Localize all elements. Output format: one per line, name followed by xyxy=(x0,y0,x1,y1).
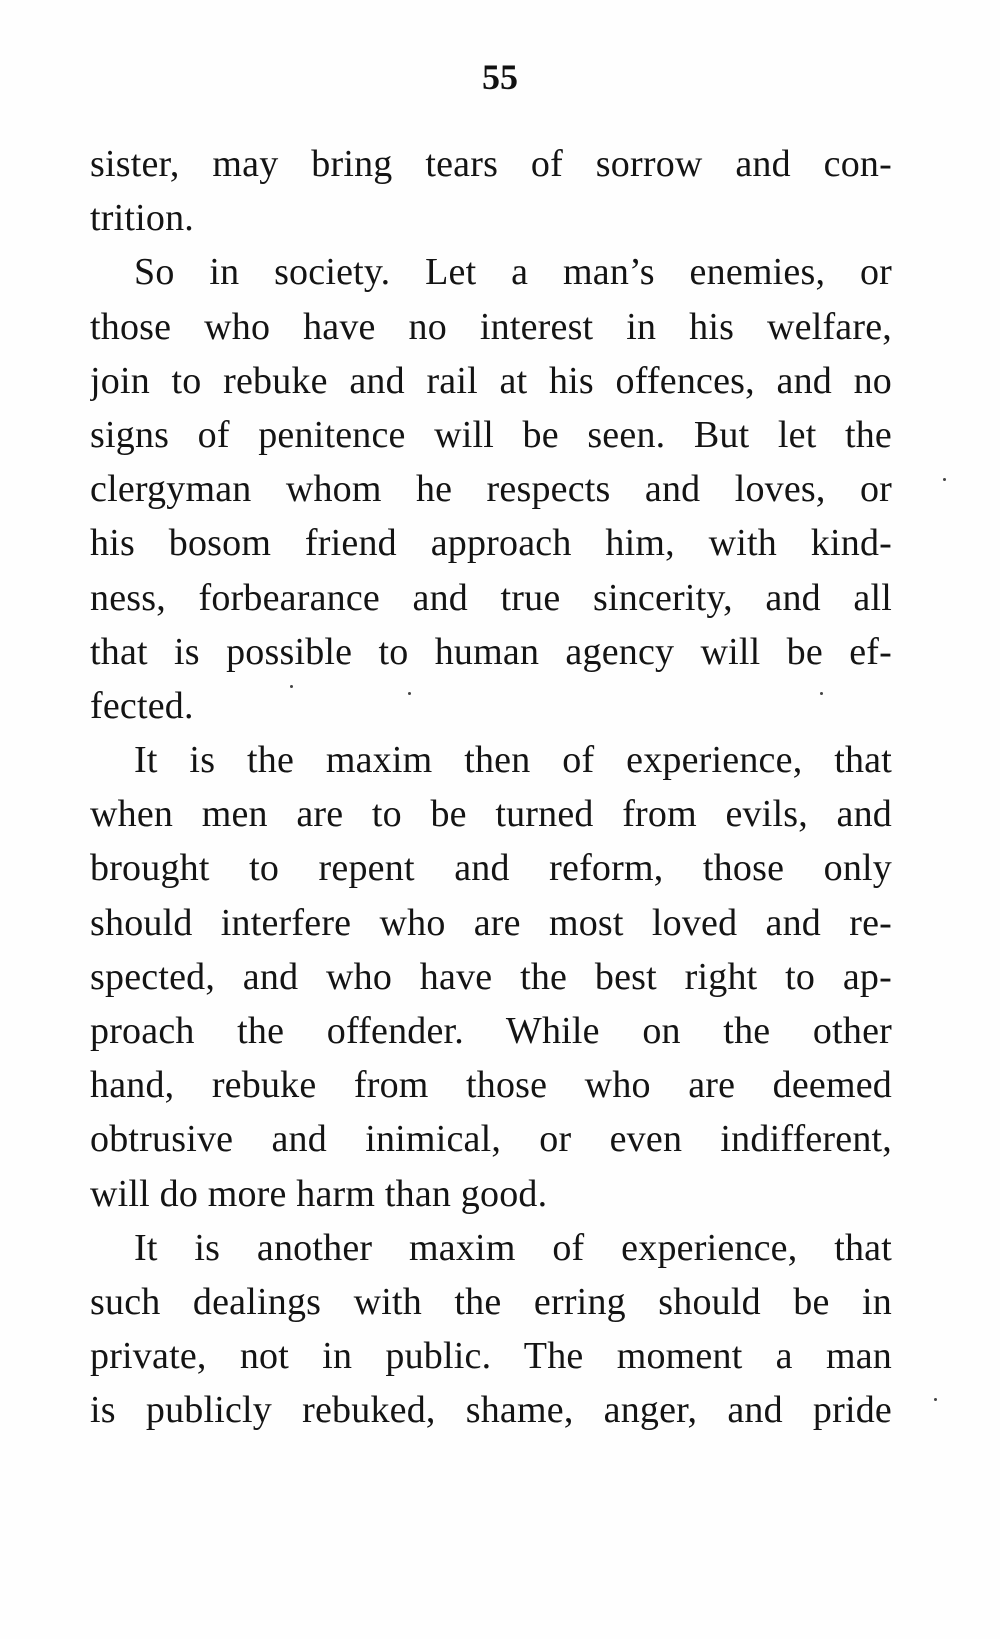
text-line: private, not in public. The moment a man xyxy=(90,1335,892,1378)
text-line: brought to repent and reform, those only xyxy=(90,847,892,890)
text-line: will do more harm than good. xyxy=(90,1172,548,1215)
text-line: It is the maxim then of experience, that xyxy=(134,739,892,782)
body-text xyxy=(90,137,892,1438)
text-line: So in society. Let a man’s enemies, or xyxy=(134,251,892,294)
print-speck xyxy=(934,1398,937,1401)
text-line: such dealings with the erring should be in xyxy=(90,1280,892,1323)
text-line: clergyman whom he respects and loves, or xyxy=(90,468,892,511)
text-line: signs of penitence will be seen. But let the xyxy=(90,413,892,456)
text-line: trition. xyxy=(90,197,194,240)
text-line: is publicly rebuked, shame, anger, and pride xyxy=(90,1389,892,1432)
text-line: spected, and who have the best right to ap- xyxy=(90,955,892,998)
print-speck xyxy=(408,692,411,695)
print-speck xyxy=(820,692,823,695)
page-number: 55 xyxy=(482,57,518,97)
text-line: those who have no interest in his welfare, xyxy=(90,305,892,348)
print-speck xyxy=(290,685,293,688)
text-line: ness, forbearance and true sincerity, and all xyxy=(90,576,892,619)
text-line: hand, rebuke from those who are deemed xyxy=(90,1064,892,1107)
text-line: It is another maxim of experience, that xyxy=(134,1226,892,1269)
text-line: proach the offender. While on the other xyxy=(90,1010,892,1052)
text-line: join to rebuke and rail at his offences, and no xyxy=(90,359,892,402)
text-line: obtrusive and inimical, or even indifferent, xyxy=(90,1118,892,1161)
text-line: sister, may bring tears of sorrow and con- xyxy=(90,143,892,185)
text-line: that is possible to human agency will be ef- xyxy=(90,630,892,673)
print-speck xyxy=(943,478,946,481)
text-line: should interfere who are most loved and re- xyxy=(90,901,892,944)
text-line: his bosom friend approach him, with kind- xyxy=(90,522,892,565)
text-line: fected. xyxy=(90,684,194,727)
text-line: when men are to be turned from evils, and xyxy=(90,793,892,836)
